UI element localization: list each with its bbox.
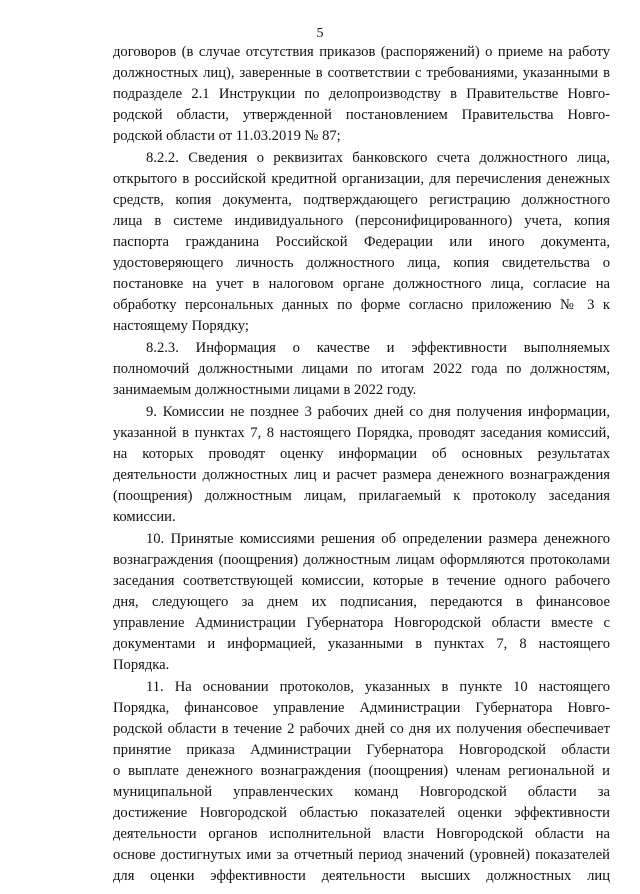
text-line: муниципальной управленческих команд Новгородской области за: [113, 784, 610, 800]
text-line: 8.2.3. Информация о качестве и эффективности выполняемых: [146, 340, 610, 356]
text-line: настоящему Порядку;: [113, 318, 249, 334]
text-line: 9. Комиссии не позднее 3 рабочих дней со дня получения информации,: [146, 404, 610, 420]
text-line: принятие приказа Администрации Губернатора Новгородской области: [113, 742, 610, 758]
text-line: заседания соответствующей комиссии, которые в течение одного рабочего: [113, 573, 610, 589]
text-line: постановке на учет в налоговом органе должностного лица, согласие на: [113, 276, 610, 292]
text-line: на которых проводят оценку информации об основных результатах: [113, 446, 610, 462]
text-line: деятельности органов исполнительной власти Новгородской области на: [113, 826, 610, 842]
text-line: 11. На основании протоколов, указанных в пункте 10 настоящего: [146, 679, 610, 695]
text-line: дня, следующего за днем их подписания, передаются в финансовое: [113, 594, 610, 610]
text-line: родской области от 11.03.2019 № 87;: [113, 128, 341, 144]
text-line: (поощрения) должностным лицам, прилагаемый к протоколу заседания: [113, 488, 610, 504]
text-line: удостоверяющего личность должностного лица, копия свидетельства о: [113, 255, 610, 271]
text-line: должностных лиц), заверенные в соответствии с требованиями, указанными в: [113, 65, 610, 81]
text-line: 10. Принятые комиссиями решения об определении размера денежного: [146, 531, 610, 547]
text-line: вознаграждения (поощрения) должностным лицам оформляются протоколами: [113, 552, 610, 568]
page-number: 5: [316, 26, 324, 41]
text-line: подразделе 2.1 Инструкции по делопроизводству в Правительстве Новго-: [113, 86, 610, 102]
text-line: договоров (в случае отсутствия приказов (распоряжений) о приеме на работу: [113, 44, 610, 60]
text-line: родской области в течение 2 рабочих дней со дня их получения обеспечивает: [113, 721, 610, 737]
text-line: лица в системе индивидуального (персонифицированного) учета, копия: [113, 213, 610, 229]
text-line: для оценки эффективности деятельности высших должностных лиц: [113, 868, 610, 884]
text-line: открытого в российской кредитной организации, для перечисления денежных: [113, 171, 610, 187]
text-line: занимаемым должностными лицами в 2022 году.: [113, 382, 417, 398]
text-line: деятельности должностных лиц и расчет размера денежного вознаграждения: [113, 467, 610, 483]
text-line: Порядка.: [113, 657, 170, 673]
text-line: средств, копия документа, подтверждающего регистрацию должностного: [113, 192, 610, 208]
text-line: паспорта гражданина Российской Федерации или иного документа,: [113, 234, 610, 250]
text-line: комиссии.: [113, 509, 176, 525]
text-line: полномочий должностными лицами по итогам 2022 года по должностям,: [113, 361, 610, 377]
text-line: обработку персональных данных по форме согласно приложению № 3 к: [113, 297, 610, 313]
text-line: управление Администрации Губернатора Новгородской области вместе с: [113, 615, 610, 631]
text-line: документами и информацией, указанными в пунктах 7, 8 настоящего: [113, 636, 610, 652]
text-line: достижение Новгородской областью показателей оценки эффективности: [113, 805, 610, 821]
text-line: указанной в пунктах 7, 8 настоящего Порядка, проводят заседания комиссий,: [113, 425, 610, 441]
text-line: 8.2.2. Сведения о реквизитах банковского счета должностного лица,: [146, 150, 610, 166]
text-line: о выплате денежного вознаграждения (поощрения) членам региональной и: [113, 763, 610, 779]
text-line: родской области, утвержденной постановлением Правительства Новго-: [113, 107, 610, 123]
text-line: Порядка, финансовое управление Администрации Губернатора Новго-: [113, 700, 610, 716]
text-line: основе достигнутых ими за отчетный период значений (уровней) показателей: [113, 847, 610, 863]
